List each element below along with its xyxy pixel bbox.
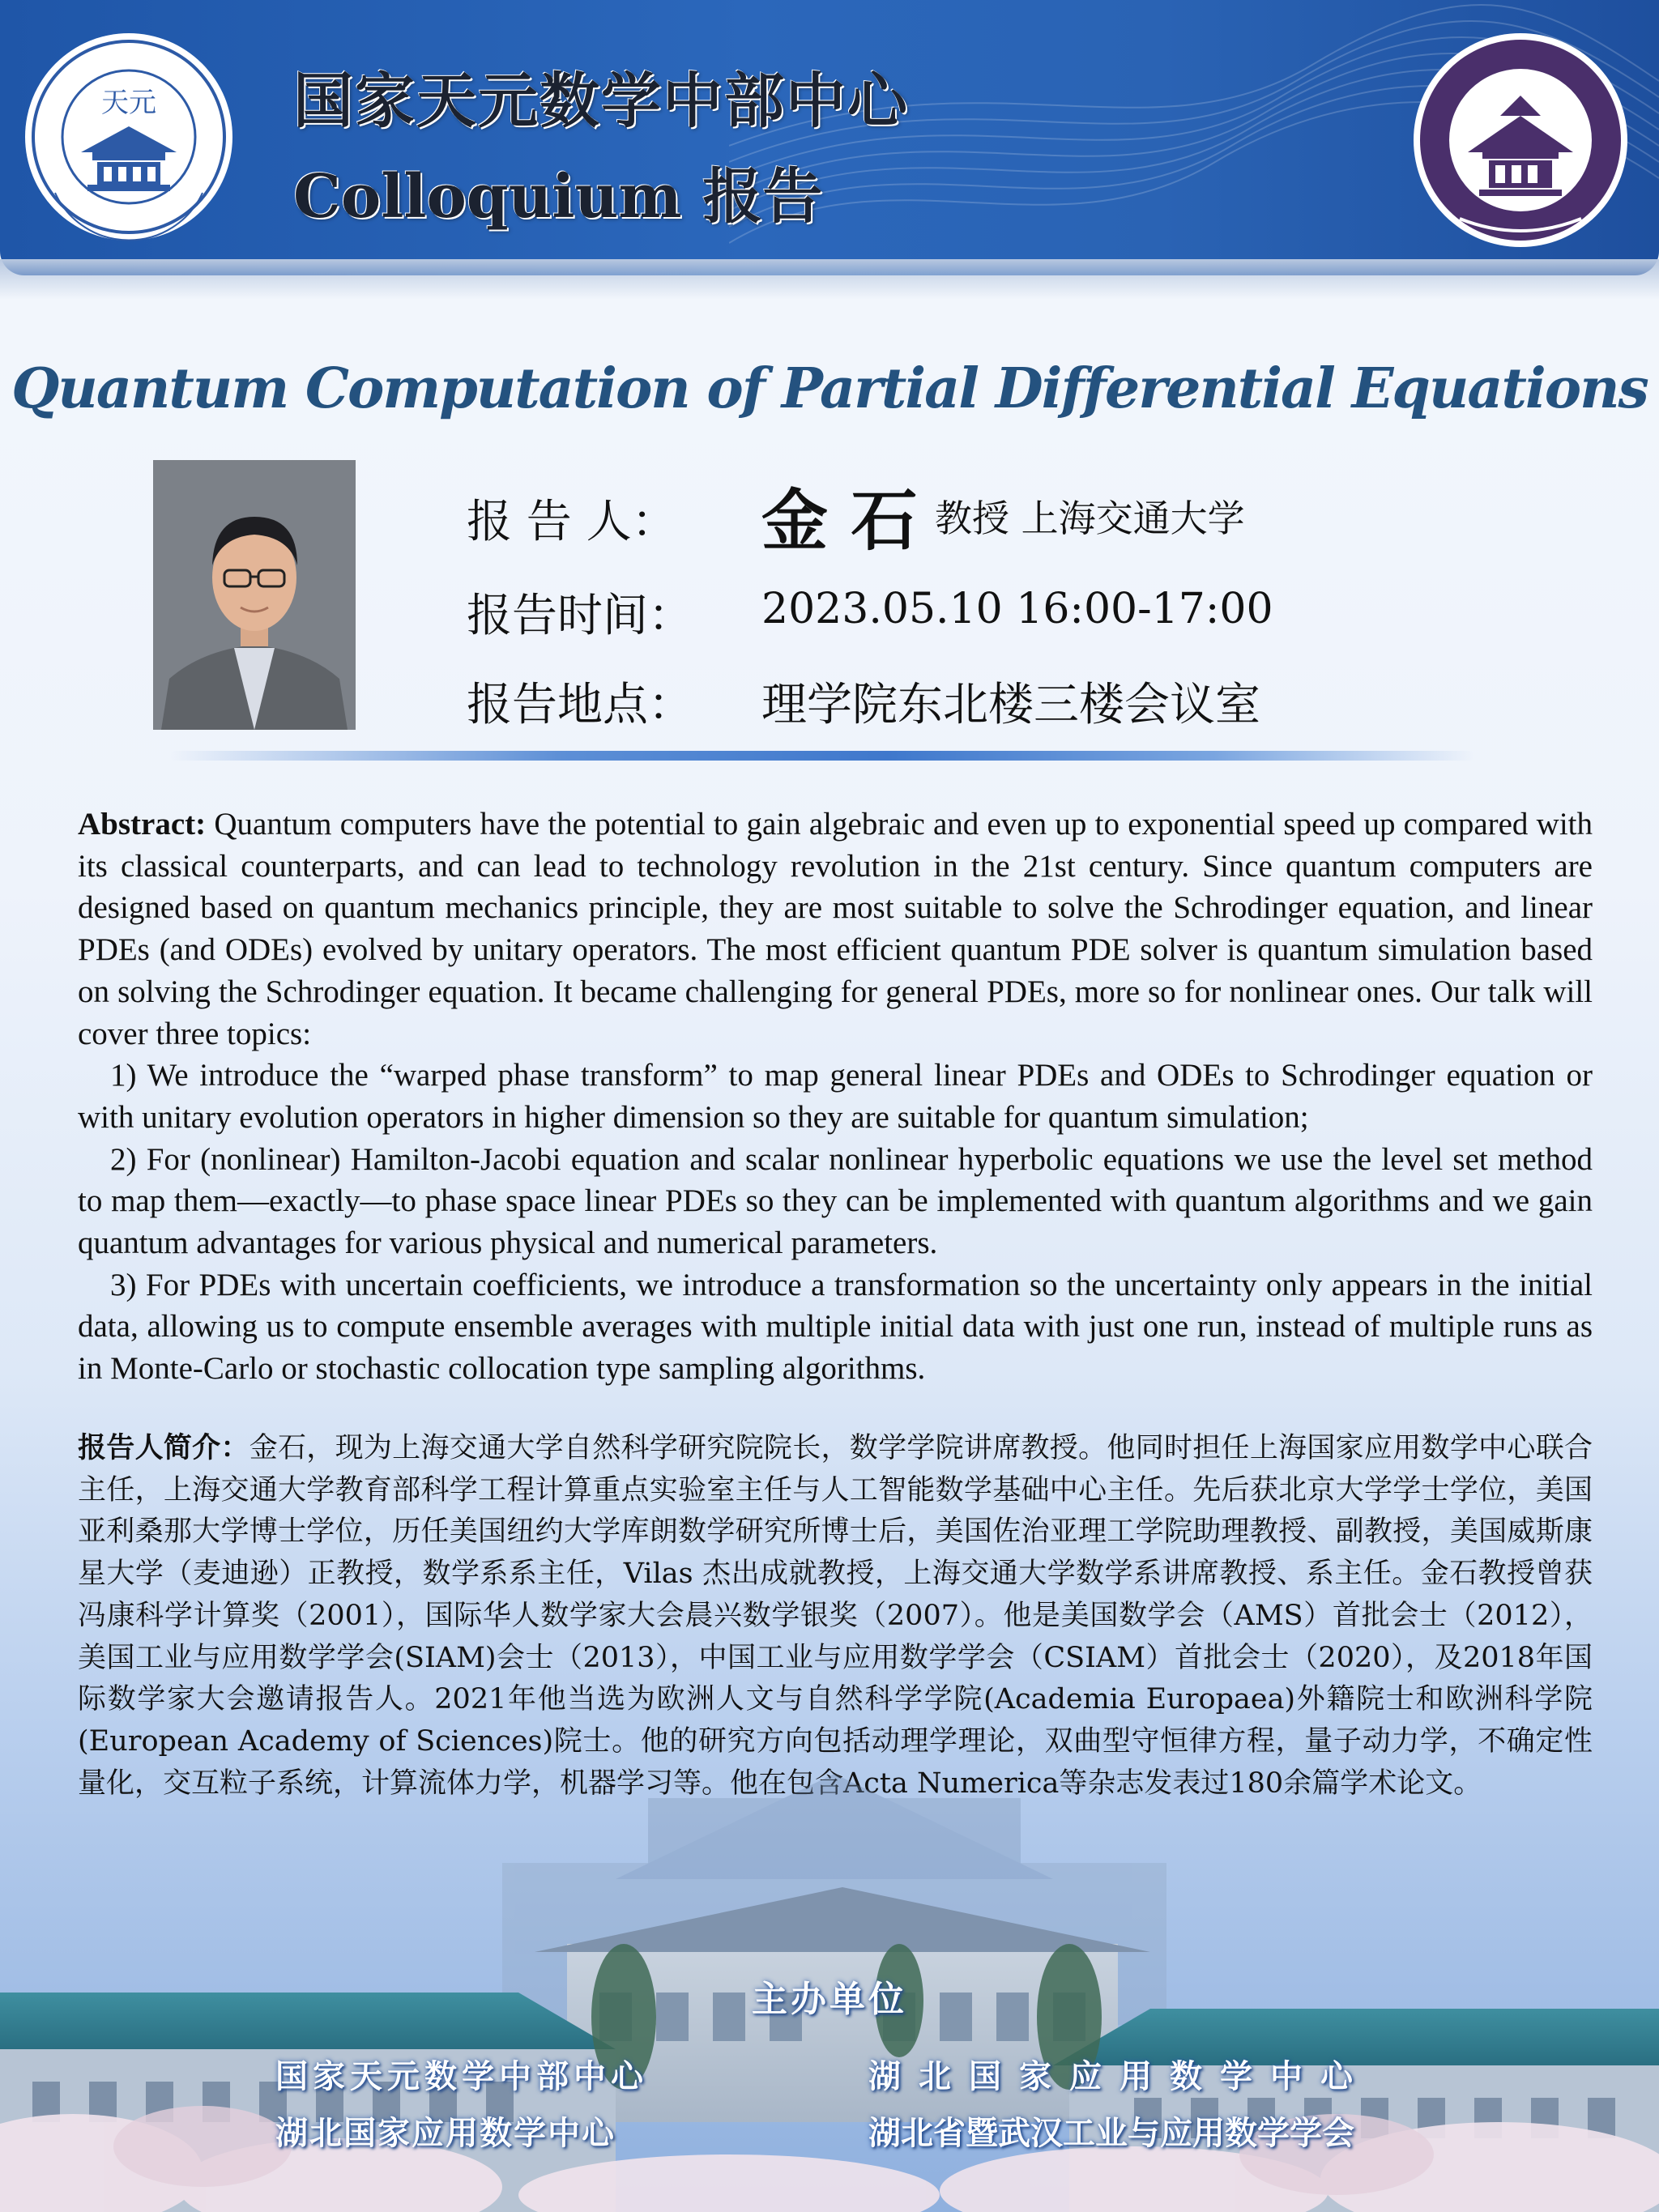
place-value: 理学院东北楼三楼会议室 bbox=[761, 679, 1260, 731]
speaker-bio-section bbox=[78, 1427, 1593, 1805]
header-title-colloquium: Colloquium 报告 bbox=[293, 162, 823, 232]
sponsor-org-1: 国家天元数学中部中心 bbox=[275, 2058, 648, 2095]
time-value: 2023.05.10 16:00-17:00 bbox=[761, 585, 1273, 633]
speaker-affiliation: 教授 上海交通大学 bbox=[935, 497, 1245, 540]
speaker-photo bbox=[153, 460, 356, 730]
wuhan-university-seal bbox=[1411, 31, 1630, 249]
abstract-topic-1: 1) We introduce the “warped phase transform” to map general linear PDEs and ODEs to Schrodinger equation or with unitary evolution operators in higher dimension so they are suitable for quantum simulation; bbox=[78, 1058, 1593, 1135]
abstract-topic-2: 2) For (nonlinear) Hamilton-Jacobi equation and scalar nonlinear hyperbolic equations we use the level set method to map them—exactly—to phase space linear PDEs so they can be implemented with quantum algorithms and we gain quantum advantages for various physical and numerical parameters. bbox=[78, 1141, 1593, 1261]
svg-text:天元: 天元 bbox=[101, 87, 156, 119]
header-shadow bbox=[0, 259, 1659, 300]
time-label: 报告时间： bbox=[467, 590, 693, 642]
header-title-chinese: 国家天元数学中部中心 bbox=[293, 66, 909, 136]
speaker-portrait-illustration bbox=[153, 460, 356, 730]
speaker-label: 报 告 人： bbox=[467, 496, 677, 548]
bio-text: 金石，现为上海交通大学自然科学研究院院长，数学学院讲席教授。他同时担任上海国家应用数学中心联合主任，上海交通大学教育部科学工程计算重点实验室主任与人工智能数学基础中心主任。先后获北京大学学士学位，美国亚利桑那大学博士学位，历任美国纽约大学库朗数学研究所博士后，美国佐治亚理工学院助理教授、副教授，美国威斯康星大学（麦迪逊）正教授，数学系系主任，Vilas 杰出成就教授，上海交通大学数学系讲席教授、系主任。金石教授曾获冯康科学计算奖（2001），国际华人数学家大会晨兴数学银奖（2007）。他是美国数学会（AMS）首批会士（2012），美国工业与应用数学学会(SIAM)会士（2013），中国工业与应用数学学会（CSIAM）首批会士（2020），及2018年国际数学家大会邀请报告人。2021年他当选为欧洲人文与自然科学学院(Academia Europaea)外籍院士和欧洲科学院(European Academy of Sciences)院士。他的研究方向包括动理学理论，双曲型守恒律方程，量子动力学，不确定性量化，交互粒子系统，计算流体力学，机器学习等。他在包含Acta Numerica等杂志发表过180余篇学术论文。 bbox=[78, 1432, 1593, 1800]
speaker-name: 金 石 bbox=[761, 483, 918, 560]
bio-label: 报告人简介： bbox=[78, 1431, 249, 1464]
tianyuan-center-logo bbox=[23, 31, 235, 243]
abstract-topic-3: 3) For PDEs with uncertain coefficients, we introduce a transformation so the uncertainty only appears in the initial data, allowing us to compute ensemble averages with multiple initial data with just one run, instead of multiple runs as in Monte-Carlo or stochastic collocation type sampling algorithms. bbox=[78, 1267, 1593, 1387]
sponsors-title: 主办单位 bbox=[752, 1979, 907, 2020]
abstract-intro-paragraph bbox=[78, 803, 1593, 1055]
separator-line bbox=[170, 751, 1474, 761]
header-banner bbox=[0, 0, 1659, 275]
sponsor-org-3: 湖北国家应用数学中心 bbox=[275, 2115, 616, 2152]
talk-title: Quantum Computation of Partial Differential Equations bbox=[11, 356, 1648, 421]
abstract-section bbox=[78, 803, 1593, 1390]
sponsor-org-4: 湖北省暨武汉工业与应用数学学会 bbox=[868, 2115, 1354, 2152]
abstract-label: Abstract: bbox=[78, 807, 207, 842]
place-label: 报告地点： bbox=[467, 679, 693, 731]
sponsor-org-2: 湖北国家应用数学中心 bbox=[868, 2058, 1371, 2095]
abstract-intro: Quantum computers have the potential to gain algebraic and even up to exponential speed up compared with its classical counterparts, and can lead to technology revolution in the 21st century. Since quantum computers are designed based on quantum mechanics principle, they are most suitable to solve the Schrodinger equation, and linear PDEs (and ODEs) evolved by unitary operators. The most efficient quantum PDE solver is quantum simulation based on solving the Schrodinger equation. It became challenging for general PDEs, more so for nonlinear ones. Our talk will cover three topics: bbox=[78, 807, 1593, 1051]
